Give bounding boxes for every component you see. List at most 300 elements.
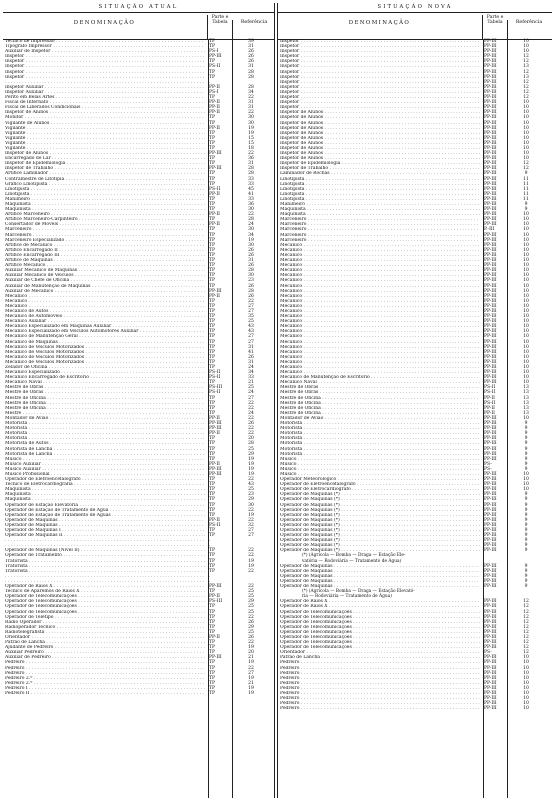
cell-denominacao: Mecânico de Veículos Motorizados . . . xyxy=(5,360,205,365)
cell-denominacao: Pedreiro . . . xyxy=(280,691,480,696)
cell-referencia: 10 xyxy=(523,298,529,304)
cell-referencia: 28 xyxy=(248,441,254,447)
cell-denominacao: Patrão de Lancha . . . xyxy=(5,640,205,645)
cell-denominacao: Mestre de Oficina . . . xyxy=(280,396,480,401)
cell-denominacao: Inspetor de Trabalho . . . xyxy=(280,166,480,171)
cell-denominacao: Rádio Operador . . . xyxy=(5,620,205,625)
cell-parte-tabela: PP-III xyxy=(484,242,497,248)
cell-denominacao: Pedreiro . . . xyxy=(280,706,480,711)
cell-denominacao: Ajudante de Pedreiro . . . xyxy=(5,645,205,650)
cell-referencia: 36 xyxy=(248,202,254,207)
cell-referencia: 10 xyxy=(523,303,529,309)
cell-referencia: 10 xyxy=(523,145,529,151)
column-rule xyxy=(208,39,209,798)
cell-parte-tabela: TP xyxy=(209,171,216,177)
cell-parte-tabela: PP-III xyxy=(484,609,497,615)
cell-referencia: 10 xyxy=(523,242,529,248)
cell-denominacao: Motorista de Autos . . . xyxy=(5,441,205,446)
cell-parte-tabela: PP-III xyxy=(484,176,497,182)
cell-parte-tabela: TP xyxy=(209,247,216,253)
cell-referencia: 25 xyxy=(248,589,254,595)
cell-denominacao: Motorista de Lancha . . . xyxy=(5,447,205,452)
cell-denominacao: Montador de Avião . . . xyxy=(5,416,205,421)
cell-denominacao: Técnico de Eletrocardiografia . . . xyxy=(5,482,205,487)
cell-parte-tabela: PP-II xyxy=(209,84,220,90)
cell-parte-tabela: PP-III xyxy=(484,640,497,646)
cell-parte-tabela: PP-II xyxy=(484,405,495,411)
cell-denominacao: Operador de Máquinas (*) . . . xyxy=(280,523,480,528)
cell-parte-tabela: TP xyxy=(209,44,216,50)
cell-referencia: 10 xyxy=(523,329,529,335)
cell-parte-tabela: PP-III xyxy=(484,701,497,707)
cell-denominacao: Artífice Encarregado III . . . xyxy=(5,253,205,258)
cell-denominacao: Tipógrafo Impressor . . . xyxy=(5,44,205,49)
cell-referencia: 27 xyxy=(248,395,254,401)
cell-denominacao: Vigilante . . . xyxy=(5,136,205,141)
cell-denominacao: Mecânico . . . xyxy=(280,314,480,319)
cell-denominacao: Pedreiro 2.ª . . . xyxy=(5,681,205,686)
cell-referencia: 10 xyxy=(523,339,529,345)
cell-parte-tabela: PP-III xyxy=(484,507,497,513)
cell-referencia: 10 xyxy=(523,39,529,44)
cell-denominacao: Operador de Estação de Tratamento de Águas . . . xyxy=(5,513,205,518)
cell-referencia: 19 xyxy=(248,466,254,472)
cell-denominacao: Montador de Avião . . . xyxy=(280,416,480,421)
cell-denominacao: Operador de Telecomunicações . . . xyxy=(280,630,480,635)
cell-denominacao: Mecânico . . . xyxy=(280,258,480,263)
cell-referencia: 10 xyxy=(523,140,529,146)
cell-referencia: 9 xyxy=(524,563,528,569)
cell-denominacao: Mestre de Obras . . . xyxy=(280,385,480,390)
cell-denominacao: Auxiliar Mecânico de Veículos . . . xyxy=(5,273,205,278)
cell-referencia: 9 xyxy=(524,533,528,539)
cell-parte-tabela: PP-III xyxy=(209,166,222,172)
cell-denominacao: Mecânico . . . xyxy=(280,263,480,268)
cell-denominacao: Auxiliar de Mecânico . . . xyxy=(5,289,205,294)
cell-denominacao: Auxiliar Mecânico de Máquinas . . . xyxy=(5,268,205,273)
cell-parte-tabela: PP-III xyxy=(209,584,222,590)
cell-referencia: 31 xyxy=(248,64,254,70)
cell-parte-tabela: PP-III xyxy=(484,477,497,483)
cell-referencia: 19 xyxy=(248,645,254,651)
cell-parte-tabela: . xyxy=(209,573,211,579)
cell-referencia: 10 xyxy=(523,370,529,376)
cell-parte-tabela: TP xyxy=(209,629,216,635)
cell-parte-tabela: PP-III xyxy=(484,258,497,264)
cell-parte-tabela: PP-III xyxy=(484,89,497,95)
cell-parte-tabela: TP xyxy=(209,258,216,264)
cell-referencia: 30 xyxy=(248,273,254,279)
cell-denominacao: Operador de Máquinas . . . xyxy=(280,579,480,584)
cell-referencia: 31 xyxy=(248,100,254,106)
cell-parte-tabela: TP xyxy=(209,268,216,274)
cell-denominacao: Inspetor . . . xyxy=(280,105,480,110)
cell-denominacao: Inspetor . . . xyxy=(280,64,480,69)
cell-referencia: 9 xyxy=(524,573,528,579)
cell-parte-tabela: PP-III xyxy=(484,446,497,452)
cell-referencia: 27 xyxy=(248,670,254,676)
cell-denominacao: Operador de Estação de Tratamento de Água . . . xyxy=(5,508,205,513)
cell-parte-tabela: TP xyxy=(209,553,216,559)
cell-parte-tabela: TP xyxy=(209,161,216,167)
cell-denominacao: Mecânico de Veículos Motorizados . . . xyxy=(5,355,205,360)
cell-referencia: 19 xyxy=(248,563,254,569)
cell-referencia: 26 xyxy=(248,263,254,269)
cell-referencia: 20 xyxy=(248,436,254,442)
cell-referencia: 22 xyxy=(248,477,254,483)
cell-referencia: 10 xyxy=(523,471,529,477)
cell-referencia: 9 xyxy=(524,431,528,437)
cell-denominacao: Maquinista . . . xyxy=(280,207,480,212)
cell-denominacao: Tratorista . . . xyxy=(5,564,205,569)
cell-referencia: 9 xyxy=(524,543,528,549)
cell-referencia: 12 xyxy=(523,634,529,640)
cell-referencia: 10 xyxy=(523,375,529,381)
cell-referencia: 10 xyxy=(523,125,529,131)
cell-referencia: 10 xyxy=(523,222,529,228)
cell-denominacao: Mecânico . . . xyxy=(280,284,480,289)
cell-referencia: 10 xyxy=(523,415,529,421)
cell-denominacao: Inspetor . . . xyxy=(280,49,480,54)
footnote-line: (*) (Agrícola — Bomba — Draga — Estação Ele- xyxy=(302,553,406,559)
cell-parte-tabela: PP-III xyxy=(209,288,222,294)
cell-referencia: 10 xyxy=(523,314,529,320)
cell-parte-tabela: TP xyxy=(209,237,216,243)
cell-parte-tabela: PP-III xyxy=(484,624,497,630)
cell-referencia: 9 xyxy=(524,502,528,508)
cell-referencia: 10 xyxy=(523,293,529,299)
cell-denominacao: Mecânico . . . xyxy=(280,360,480,365)
cell-parte-tabela: PP-III xyxy=(484,696,497,702)
cell-denominacao: Marceneiro . . . xyxy=(280,233,480,238)
cell-referencia: 12 xyxy=(523,59,529,65)
cell-referencia: 13 xyxy=(523,395,529,401)
cell-denominacao: Mestre de Oficina . . . xyxy=(280,406,480,411)
cell-referencia: 22 xyxy=(248,415,254,421)
cell-referencia: 10 xyxy=(523,324,529,330)
cell-referencia: 12 xyxy=(523,84,529,90)
cell-denominacao: Operador de Máquinas (*) . . . xyxy=(280,503,480,508)
cell-parte-tabela: PP-III xyxy=(484,278,497,284)
cell-denominacao: Vigilante . . . xyxy=(5,141,205,146)
cell-referencia: 10 xyxy=(523,344,529,350)
cell-referencia: 27 xyxy=(248,303,254,309)
section-title-nova: SITUAÇÃO NOVA xyxy=(278,3,552,13)
cell-referencia: 12 xyxy=(523,79,529,85)
cell-referencia: 19 xyxy=(248,512,254,518)
cell-denominacao: Artífice Encarregado II . . . xyxy=(5,248,205,253)
cell-parte-tabela: PS- xyxy=(484,650,492,656)
cell-parte-tabela: TP xyxy=(209,477,216,483)
cell-denominacao: Inspetor . . . xyxy=(5,59,205,64)
cell-denominacao: Mecânico . . . xyxy=(280,294,480,299)
cell-referencia: 10 xyxy=(523,232,529,238)
cell-denominacao: Mecânico de Máquinas . . . xyxy=(5,340,205,345)
cell-denominacao: Inspetor Auxiliar . . . xyxy=(5,90,205,95)
cell-referencia: 9 xyxy=(524,436,528,442)
cell-referencia: 9 xyxy=(524,548,528,554)
cell-referencia: 23 xyxy=(248,278,254,284)
cell-referencia: 10 xyxy=(523,308,529,314)
cell-parte-tabela: PP-II xyxy=(209,415,220,421)
cell-referencia: 9 xyxy=(524,522,528,528)
cell-parte-tabela: PP-III xyxy=(484,344,497,350)
cell-denominacao: Operador de Máquinas . . . xyxy=(280,584,480,589)
cell-referencia: 45 xyxy=(248,186,254,192)
cell-parte-tabela: PP-III xyxy=(484,426,497,432)
cell-denominacao: Operador Meteorológico . . . xyxy=(280,477,480,482)
cell-denominacao: Operador de Telecomunicações . . . xyxy=(5,599,205,604)
cell-parte-tabela: PP-III xyxy=(484,431,497,437)
header-parte-tabela: Parte e Tabela xyxy=(207,15,232,39)
cell-denominacao: Operador de Máquinas (*) . . . xyxy=(280,548,480,553)
cell-parte-tabela: TP xyxy=(209,568,216,574)
cell-referencia: 12 xyxy=(523,95,529,101)
cell-referencia: 10 xyxy=(523,288,529,294)
cell-parte-tabela: TP xyxy=(209,273,216,279)
cell-parte-tabela: TP xyxy=(209,604,216,610)
cell-parte-tabela: PP-III xyxy=(484,207,497,213)
cell-denominacao: Mecânico . . . xyxy=(280,309,480,314)
cell-referencia: 31 xyxy=(248,44,254,50)
cell-parte-tabela: TP xyxy=(209,95,216,101)
cell-parte-tabela: PP-III xyxy=(484,288,497,294)
cell-referencia: 22 xyxy=(248,400,254,406)
cell-parte-tabela: PP-II xyxy=(484,395,495,401)
cell-parte-tabela: TP xyxy=(209,334,216,340)
cell-referencia: 30 xyxy=(248,227,254,233)
cell-denominacao: Maquinista . . . xyxy=(280,212,480,217)
left-rows xyxy=(3,39,274,696)
cell-parte-tabela: TP xyxy=(209,207,216,213)
cell-denominacao: Inspetor . . . xyxy=(5,70,205,75)
cell-denominacao: Inspetor de Alunos . . . xyxy=(280,151,480,156)
cell-referencia: 12 xyxy=(523,624,529,630)
cell-parte-tabela: PP-III xyxy=(484,365,497,370)
cell-parte-tabela: PP-II xyxy=(484,410,495,416)
cell-parte-tabela: PP-III xyxy=(484,349,497,355)
cell-parte-tabela: PP-III xyxy=(484,314,497,320)
cell-referencia: 10 xyxy=(523,354,529,360)
cell-parte-tabela: PP-III xyxy=(209,54,222,60)
cell-denominacao: Técnico de Aparelhos de Raios X . . . xyxy=(5,589,205,594)
cell-referencia: 25 xyxy=(248,594,254,600)
cell-denominacao: Vigilante . . . xyxy=(5,146,205,151)
cell-referencia: 28 xyxy=(248,84,254,90)
cell-parte-tabela: PP-II xyxy=(209,191,220,197)
cell-denominacao: Mecânico . . . xyxy=(5,294,205,299)
cell-denominacao: Mecânico . . . xyxy=(5,304,205,309)
cell-denominacao: Encarregado de Lar . . . xyxy=(5,156,205,161)
cell-denominacao: Inspetor Auxiliar . . . xyxy=(5,85,205,90)
cell-parte-tabela: TP xyxy=(209,609,216,615)
cell-parte-tabela: PP-III xyxy=(484,298,497,304)
cell-denominacao: Mecânico . . . xyxy=(280,365,480,370)
cell-referencia: 13 xyxy=(523,400,529,406)
cell-denominacao: Operador de Máquinas . . . xyxy=(5,523,205,528)
cell-parte-tabela: TP xyxy=(209,339,216,345)
cell-referencia: 12 xyxy=(523,650,529,656)
cell-denominacao: Pedreiro . . . xyxy=(280,696,480,701)
cell-denominacao: Mecânico . . . xyxy=(280,340,480,345)
cell-parte-tabela: TP xyxy=(209,380,216,386)
cell-parte-tabela: TP xyxy=(209,502,216,508)
cell-referencia: 36 xyxy=(248,156,254,162)
cell-parte-tabela: PP-III xyxy=(484,670,497,676)
cell-referencia: 9 xyxy=(524,171,528,177)
cell-parte-tabela: PP-III xyxy=(484,319,497,325)
cell-parte-tabela: PP-III xyxy=(484,135,497,141)
cell-denominacao: Maquinista . . . xyxy=(5,207,205,212)
cell-parte-tabela: PP-III xyxy=(484,156,497,162)
cell-denominacao: Mecânico . . . xyxy=(280,324,480,329)
cell-parte-tabela: PP-III xyxy=(484,568,497,574)
cell-referencia: 24 xyxy=(248,365,254,370)
cell-parte-tabela: PP-III xyxy=(484,548,497,554)
cell-denominacao: Operador de Máquinas (*) . . . xyxy=(280,497,480,502)
cell-referencia: 22 xyxy=(248,665,254,671)
cell-parte-tabela: TP xyxy=(209,298,216,304)
cell-denominacao: Marceneiro . . . xyxy=(5,227,205,232)
cell-denominacao: Marceneiro Especializado . . . xyxy=(5,238,205,243)
cell-parte-tabela: PS-II xyxy=(209,186,221,192)
cell-referencia: 12 xyxy=(523,629,529,635)
cell-denominacao: Operador de Telecomunicações . . . xyxy=(280,645,480,650)
cell-referencia: 22 xyxy=(248,584,254,590)
cell-denominacao: Inspetor . . . xyxy=(5,75,205,80)
cell-parte-tabela: PP-II xyxy=(209,100,220,106)
cell-parte-tabela: PP-II xyxy=(209,517,220,523)
cell-denominacao: Mecânico . . . xyxy=(280,304,480,309)
cell-referencia: 10 xyxy=(523,680,529,686)
cell-parte-tabela: PP-III xyxy=(484,415,497,421)
cell-referencia: 29 xyxy=(248,497,254,503)
cell-denominacao: Inspetor . . . xyxy=(280,54,480,59)
cell-referencia: 10 xyxy=(523,365,529,370)
cell-denominacao: Pedreiro . . . xyxy=(280,701,480,706)
cell-denominacao: Operador de Máquinas (*) . . . xyxy=(280,528,480,533)
cell-parte-tabela: TP xyxy=(209,59,216,65)
cell-referencia: 30 xyxy=(248,115,254,121)
cell-parte-tabela: TP xyxy=(209,660,216,666)
cell-denominacao: Operador de Máquinas (Nível II) . . . xyxy=(5,548,205,553)
cell-referencia: 9 xyxy=(524,584,528,590)
cell-referencia: 10 xyxy=(523,130,529,136)
cell-parte-tabela: PP-III xyxy=(484,84,497,90)
cell-referencia: 20 xyxy=(248,650,254,656)
column-rule xyxy=(507,39,508,798)
cell-referencia: 9 xyxy=(524,497,528,503)
cell-denominacao: Inspetor de Alunos . . . xyxy=(280,110,480,115)
cell-denominacao: Inspetor de Alunos . . . xyxy=(280,141,480,146)
cell-parte-tabela: TP xyxy=(209,196,216,202)
cell-parte-tabela: PS-II xyxy=(209,375,221,381)
header-referencia: Referência xyxy=(232,20,275,39)
cell-denominacao: Operador de Eletroencefalógrafo . . . xyxy=(280,482,480,487)
cell-denominacao: Vigilante . . . xyxy=(5,131,205,136)
cell-referencia: 26 xyxy=(248,247,254,253)
cell-parte-tabela: PP-III xyxy=(209,426,222,432)
cell-parte-tabela: PS-III xyxy=(209,385,223,391)
cell-denominacao: Manilheiro . . . xyxy=(5,197,205,202)
cell-denominacao: Auxiliar de Manutenção de Máquinas . . . xyxy=(5,284,205,289)
cell-parte-tabela: TP xyxy=(209,563,216,569)
cell-denominacao: Mestre de Obras . . . xyxy=(5,390,205,395)
cell-referencia: 22 xyxy=(248,640,254,646)
cell-referencia: 21 xyxy=(248,655,254,661)
cell-denominacao: Músico Profissional . . . xyxy=(5,472,205,477)
cell-referencia: 26 xyxy=(248,59,254,65)
cell-referencia: 10 xyxy=(523,660,529,666)
cell-denominacao: Artífice Laminador . . . xyxy=(5,171,205,176)
header-denominacao: DENOMINAÇÃO xyxy=(348,20,411,26)
cell-denominacao: Músico . . . xyxy=(280,462,480,467)
cell-parte-tabela: PP-III xyxy=(484,619,497,625)
cell-denominacao: Pedreiro . . . xyxy=(5,671,205,676)
cell-denominacao: Operador de Máquinas I . . . xyxy=(5,528,205,533)
table-row xyxy=(278,706,552,711)
cell-referencia: 25 xyxy=(248,609,254,615)
cell-parte-tabela: PP-III xyxy=(484,660,497,666)
cell-referencia: 19 xyxy=(248,675,254,681)
cell-denominacao: Técnico de Impressão . . . xyxy=(5,39,205,44)
cell-denominacao: Operador de Telecomunicações . . . xyxy=(280,620,480,625)
cell-denominacao: Inspetor de Alunos . . . xyxy=(280,121,480,126)
cell-denominacao: Mestre de Oficina . . . xyxy=(5,396,205,401)
cell-denominacao: Inspetor . . . xyxy=(280,75,480,80)
cell-referencia: 9 xyxy=(524,446,528,452)
cell-parte-tabela: TP xyxy=(209,283,216,289)
cell-parte-tabela: PP-III xyxy=(209,421,222,427)
cell-referencia: 10 xyxy=(523,334,529,340)
cell-denominacao: Operador de Telecomunicações . . . xyxy=(280,640,480,645)
cell-referencia: 26 xyxy=(248,354,254,360)
cell-denominacao: Operador de Máquinas . . . xyxy=(280,574,480,579)
cell-referencia: 10 xyxy=(523,44,529,50)
cell-referencia: 31 xyxy=(248,161,254,167)
cell-parte-tabela: P.-III xyxy=(484,227,495,233)
cell-denominacao: Auxiliar de Pedreiro . . . xyxy=(5,655,205,660)
cell-parte-tabela: TP xyxy=(209,482,216,488)
cell-parte-tabela: TP xyxy=(209,558,216,564)
cell-parte-tabela: PP-III xyxy=(484,268,497,274)
cell-parte-tabela: TP xyxy=(209,691,216,696)
cell-denominacao: Patrão de Lancha . . . xyxy=(280,655,480,660)
cell-denominacao: Pedreiro II . . . xyxy=(5,691,205,696)
cell-referencia: 10 xyxy=(523,151,529,157)
cell-parte-tabela: PP-III xyxy=(209,471,222,477)
footnote-line: (*) (Agrícola — Bomba — Draga — Estação Elevató- xyxy=(302,589,415,595)
cell-referencia: 22 xyxy=(248,298,254,304)
cell-parte-tabela: PP-III xyxy=(484,212,497,218)
cell-denominacao: Tratorista . . . xyxy=(5,569,205,574)
cell-parte-tabela: PP-III xyxy=(484,283,497,289)
cell-referencia: 10 xyxy=(523,482,529,488)
cell-denominacao: Inspetor de Alunos . . . xyxy=(280,131,480,136)
cell-referencia: 25 xyxy=(248,319,254,325)
cell-referencia: 19 xyxy=(248,456,254,462)
cell-parte-tabela: PP-III xyxy=(484,308,497,314)
cell-denominacao: Músico . . . xyxy=(280,457,480,462)
cell-denominacao: Pedreiro . . . xyxy=(280,671,480,676)
cell-referencia: 27 xyxy=(248,339,254,345)
cell-referencia: 41 xyxy=(248,349,254,355)
cell-parte-tabela: TP xyxy=(209,619,216,625)
cell-parte-tabela: PP-III xyxy=(484,151,497,157)
cell-denominacao: Motorista . . . xyxy=(280,436,480,441)
cell-denominacao: Pedreiro . . . xyxy=(280,660,480,665)
cell-referencia: 10 xyxy=(523,273,529,279)
